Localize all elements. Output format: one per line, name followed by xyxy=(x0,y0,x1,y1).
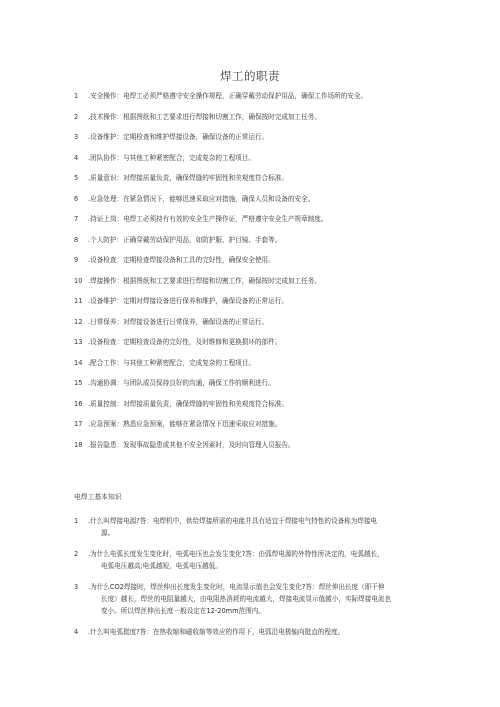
duty-item xyxy=(74,440,434,461)
duty-number: 3 xyxy=(74,133,79,141)
duty-number: 13 xyxy=(74,338,83,346)
duty-text: .安全操作：电焊工必须严格遵守安全操作规程，正确穿戴劳动保护用品，确保工作场所的安全。 xyxy=(88,92,368,100)
knowledge-number: 4 xyxy=(74,627,79,636)
duty-item xyxy=(74,214,434,235)
duty-number: 4 xyxy=(74,153,79,162)
knowledge-text-line: 长度）越长，焊丝的电阻量越大，由电阻热消耗的电流越大，焊接电流显示值越小，实际焊接电流也 xyxy=(101,595,392,604)
duty-text: .应急处理：在紧急情况下，能够迅速采取应对措施，确保人员和设备的安全。 xyxy=(88,194,315,203)
duty-number: 11 xyxy=(74,297,83,305)
duty-item xyxy=(74,153,434,174)
knowledge-number: 2 xyxy=(74,549,79,558)
duty-item xyxy=(74,296,434,317)
knowledge-text-line: .为什么电弧长度发生变化时，电弧电压也会发生变化?答：由弧焊电源的外特性所决定的，电弧越长， xyxy=(88,549,384,558)
knowledge-text-line: 源。 xyxy=(101,529,115,538)
duty-item xyxy=(74,132,434,153)
duty-number: 16 xyxy=(74,399,83,408)
knowledge-item xyxy=(74,548,434,573)
knowledge-list xyxy=(74,515,434,646)
knowledge-number: 1 xyxy=(74,517,79,525)
duty-item xyxy=(74,337,434,358)
duty-text: .技术操作：根据图纸和工艺要求进行焊接和切割工作，确保按时完成加工任务。 xyxy=(88,112,321,121)
duty-number: 8 xyxy=(74,235,79,244)
duty-item xyxy=(74,399,434,420)
duty-item xyxy=(74,112,434,133)
knowledge-text-line: 变小。所以焊丝伸出长度一般设定在12-20mm范围内。 xyxy=(101,607,265,616)
duty-number: 10 xyxy=(74,276,83,285)
duty-number: 15 xyxy=(74,379,83,387)
knowledge-section-title: 电焊工基本知识 xyxy=(74,493,122,501)
knowledge-item xyxy=(74,515,434,540)
duty-text: .质量控制：对焊接质量负责，确保焊缝的牢固性和美观度符合标准。 xyxy=(88,399,288,408)
knowledge-number: 3 xyxy=(74,582,79,591)
duty-text: .设备检查：定期检查设备的完好性，及时维修和更换损坏的部件。 xyxy=(88,338,282,346)
knowledge-text-line: .为什么CO2焊接时，焊丝伸出长度发生变化时，电流显示值也会发生变化?答：焊丝伸出长度（即干伸 xyxy=(88,582,385,591)
knowledge-item xyxy=(74,581,434,618)
duty-text: .团队协作：与其他工种紧密配合，完成复杂的工程项目。 xyxy=(88,153,255,162)
duty-text: .设备检查：定期检查焊接设备和工具的完好性，确保安全使用。 xyxy=(88,256,275,264)
duty-item xyxy=(74,235,434,256)
duty-text: .设备维护：定期对焊接设备进行保养和维护，确保设备的正常运行。 xyxy=(88,297,288,305)
duties-list xyxy=(74,91,434,460)
duty-number: 2 xyxy=(74,112,79,121)
knowledge-text-line: .什么叫电弧挺度?答：在热收缩和磁收缩等效应的作用下，电弧沿电极轴向挺直的程度。 xyxy=(88,627,345,636)
duty-text: .设备维护：定期检查和维护焊接设备，确保设备的正常运行。 xyxy=(88,133,269,141)
duty-text: .配合工作：与其他工种紧密配合，完成复杂的工程项目。 xyxy=(88,358,255,367)
document-title: 焊工的职责 xyxy=(220,69,280,83)
duty-text: .应急预案：熟悉应急预案，能够在紧急情况下迅速采取应对措施。 xyxy=(88,420,282,428)
knowledge-text-line: .什么叫焊接电源?答：电焊机中，供给焊接所需的电能并具有适宜于焊接电气特性的设备称为焊接电 xyxy=(88,517,378,525)
duty-number: 12 xyxy=(74,317,83,326)
duty-number: 9 xyxy=(74,256,79,264)
duty-number: 5 xyxy=(74,174,79,182)
duty-number: 7 xyxy=(74,215,79,223)
duty-number: 1 xyxy=(74,92,79,100)
duty-item xyxy=(74,255,434,276)
duty-text: .报告隐患：发现事故隐患或其他不安全因素时，及时向管理人员报告。 xyxy=(88,440,295,449)
duty-number: 17 xyxy=(74,420,83,428)
duty-item xyxy=(74,276,434,297)
duty-text: .持证上岗：电焊工必须持有有效的安全生产操作证，严格遵守安全生产规章制度。 xyxy=(88,215,328,223)
duty-item xyxy=(74,91,434,112)
duty-item xyxy=(74,358,434,379)
duty-item xyxy=(74,194,434,215)
duty-text: .焊接操作：根据图纸和工艺要求进行焊接和切割工作，确保按时完成加工任务。 xyxy=(88,276,321,285)
duty-text: .日常保养：对焊接设备进行日常保养，确保设备的正常运行。 xyxy=(88,317,269,326)
duty-item xyxy=(74,419,434,440)
duty-text: .沟通协调：与团队成员保持良好的沟通，确保工作的顺利进行。 xyxy=(88,379,275,387)
duty-item xyxy=(74,378,434,399)
duty-text: .个人防护：正确穿戴劳动保护用品，如防护服、护目镜、手套等。 xyxy=(88,235,282,244)
duty-number: 18 xyxy=(74,440,83,449)
duty-text: .质量意识：对焊接质量负责，确保焊缝的牢固性和美观度符合标准。 xyxy=(88,174,288,182)
duty-item xyxy=(74,173,434,194)
knowledge-text-line: 电弧电压越高;电弧越短，电弧电压越低。 xyxy=(101,562,222,571)
duty-number: 14 xyxy=(74,358,83,367)
knowledge-item xyxy=(74,626,434,638)
duty-number: 6 xyxy=(74,194,79,203)
duty-item xyxy=(74,317,434,338)
